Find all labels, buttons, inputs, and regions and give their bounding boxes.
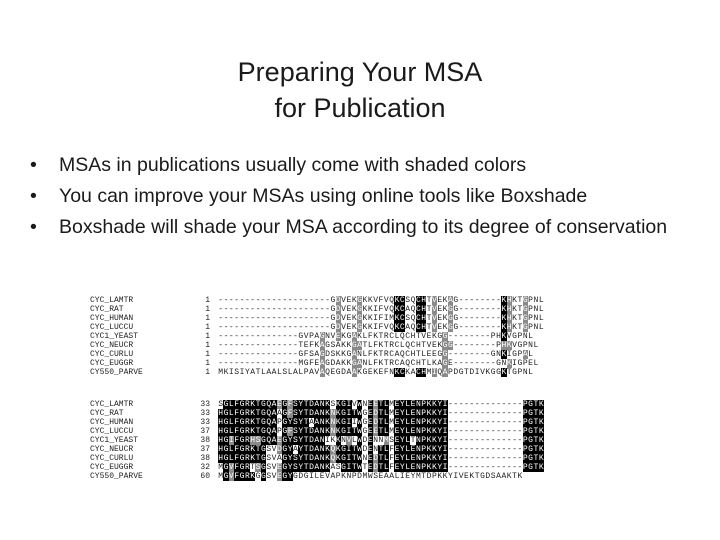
- bullet-item: [30, 212, 690, 243]
- alignment-block: [90, 400, 670, 481]
- sequence-residues: ---------------GFSAGDSKKGANLFKTRCAQCHTLEEGG--------GNKIGPAL: [218, 350, 534, 359]
- bullet-item: [30, 181, 690, 212]
- bullet-list: [30, 150, 690, 243]
- sequence-residues: HGLFGRKTGSVDGYAYTDANKQKGITWDENTLFEYLENPKKYI--------------PGTK: [218, 445, 544, 454]
- sequence-residues: ---------------------GDVEKGKKIFIMKCSQCHTVEKGG--------KHKTGPNL: [218, 314, 544, 323]
- alignment-row: [90, 314, 670, 323]
- sequence-name: CYC_RAT: [90, 409, 124, 418]
- sequence-start-position: 1: [205, 314, 210, 323]
- sequence-residues: HGIFGRHSGQAEGYSYTDANIKKNVLWDENNMSEYLTNPKKYI--------------PGTK: [218, 436, 544, 445]
- alignment-row: [90, 427, 670, 436]
- sequence-start-position: 1: [205, 350, 210, 359]
- alignment-row: [90, 409, 670, 418]
- sequence-start-position: 1: [205, 305, 210, 314]
- shaded-alignment-image: [90, 296, 670, 486]
- alignment-row: [90, 418, 670, 427]
- sequence-start-position: 32: [200, 463, 210, 472]
- sequence-start-position: 1: [205, 341, 210, 350]
- sequence-name: CYC_LAMTR: [90, 296, 134, 305]
- alignment-block: [90, 296, 670, 377]
- sequence-residues: MGVFGRTSGSVEGYSYTDANKASGITWTEDTLFEYLENPKKYI--------------PGTK: [218, 463, 544, 472]
- alignment-row: [90, 454, 670, 463]
- sequence-name: CYC_HUMAN: [90, 418, 134, 427]
- sequence-residues: MKISIYATLAALSLALPAVAQEGDAAKGEKEFNKCKACHMIQAPDGTDIVKGGKTGPNL: [218, 368, 534, 377]
- sequence-name: CYC_NEUCR: [90, 341, 134, 350]
- sequence-residues: ---------------------GDVEKGKKIFVQKCAQCHTVEKGG--------KHKTGPNL: [218, 323, 544, 332]
- title-line-2: for Publication: [274, 93, 446, 123]
- sequence-start-position: 1: [205, 332, 210, 341]
- sequence-name: CYC_LUCCU: [90, 427, 134, 436]
- sequence-name: CYC_RAT: [90, 305, 124, 314]
- sequence-residues: ---------------GVPAGNVEKGAKLFKTRCLQCHTVEKGG--------PHKVGPNL: [218, 332, 534, 341]
- sequence-start-position: 1: [205, 368, 210, 377]
- sequence-name: CYC_LUCCU: [90, 323, 134, 332]
- sequence-start-position: 37: [200, 427, 210, 436]
- sequence-name: CYC_EUGGR: [90, 463, 134, 472]
- sequence-name: CYC1_YEAST: [90, 436, 139, 445]
- sequence-start-position: 33: [200, 418, 210, 427]
- sequence-residues: ---------------TEFKAGSAKKGATLFKTRCLQCHTVEKGG--------PHKVGPNL: [218, 341, 539, 350]
- sequence-name: CYC_LAMTR: [90, 400, 134, 409]
- alignment-row: [90, 368, 670, 377]
- sequence-name: CYC_NEUCR: [90, 445, 134, 454]
- alignment-row: [90, 463, 670, 472]
- sequence-start-position: 1: [205, 296, 210, 305]
- alignment-row: [90, 445, 670, 454]
- sequence-name: CY550_PARVE: [90, 472, 143, 481]
- bullet-text: You can improve your MSAs using online tools like Boxshade: [59, 185, 588, 207]
- sequence-residues: HGLFGRKTGQAAGFSYTDANKNKGITWGEDTLMEYLENPKKYI--------------PGTK: [218, 409, 544, 418]
- alignment-row: [90, 472, 670, 481]
- sequence-residues: HGLFGRKTGQAPGYSYTAANKNKGIIWGEDTLMEYLENPKKYI--------------PGTK: [218, 418, 544, 427]
- sequence-name: CYC_HUMAN: [90, 314, 134, 323]
- bullet-text: MSAs in publications usually come with shaded colors: [59, 154, 527, 176]
- sequence-start-position: 1: [205, 323, 210, 332]
- bullet-dot-icon: •: [30, 216, 37, 238]
- sequence-name: CYC_CURLU: [90, 454, 134, 463]
- sequence-start-position: 1: [205, 359, 210, 368]
- alignment-row: [90, 305, 670, 314]
- bullet-dot-icon: •: [30, 154, 37, 176]
- sequence-residues: ---------------------GDVEKGKKIFVQKCAQCHTVEKGG--------KHKTGPNL: [218, 305, 544, 314]
- bullet-dot-icon: •: [30, 185, 37, 207]
- alignment-row: [90, 359, 670, 368]
- sequence-name: CYC_CURLU: [90, 350, 134, 359]
- alignment-row: [90, 296, 670, 305]
- sequence-start-position: 60: [200, 472, 210, 481]
- sequence-start-position: 37: [200, 445, 210, 454]
- alignment-row: [90, 436, 670, 445]
- alignment-row: [90, 332, 670, 341]
- sequence-residues: HGLFGRKTGSVAGYSYTDANKQKGITWNEDTLFEYLENPKKYI--------------PGTK: [218, 454, 544, 463]
- sequence-start-position: 33: [200, 409, 210, 418]
- sequence-residues: SGLFGRKTGQAEGFSYTDANKSKGIVWNEETLMEYLENPKKYI--------------PGTK: [218, 400, 544, 409]
- slide-title: [110, 54, 610, 126]
- alignment-row: [90, 323, 670, 332]
- bullet-text: Boxshade will shade your MSA according to its degree of conservation: [59, 216, 668, 238]
- sequence-name: CY550_PARVE: [90, 368, 143, 377]
- title-line-1: Preparing Your MSA: [237, 57, 483, 87]
- sequence-residues: ---------------------GDVEKGKKVFVQKCSQCHTVEKAG--------KHKTGPNL: [218, 296, 544, 305]
- sequence-name: CYC_EUGGR: [90, 359, 134, 368]
- alignment-row: [90, 350, 670, 359]
- sequence-start-position: 38: [200, 436, 210, 445]
- sequence-residues: ---------------MGFEAGDAKKGANLFKTRCAQCHTLKAGE--------GNKIGPEL: [218, 359, 539, 368]
- sequence-start-position: 38: [200, 454, 210, 463]
- sequence-name: CYC1_YEAST: [90, 332, 139, 341]
- sequence-residues: HGLFGRKTGQAPGFSYTDANKNKGITWGEETLMEYLENPKKYI--------------PGTK: [218, 427, 544, 436]
- sequence-start-position: 33: [200, 400, 210, 409]
- sequence-residues: MGVFGRKGGSVEGYGDGILEVAPKNPDMWSEAALIEYMTDPKKYIVEKTGDSAAKTK: [218, 472, 523, 481]
- alignment-row: [90, 341, 670, 350]
- alignment-row: [90, 400, 670, 409]
- bullet-item: [30, 150, 690, 181]
